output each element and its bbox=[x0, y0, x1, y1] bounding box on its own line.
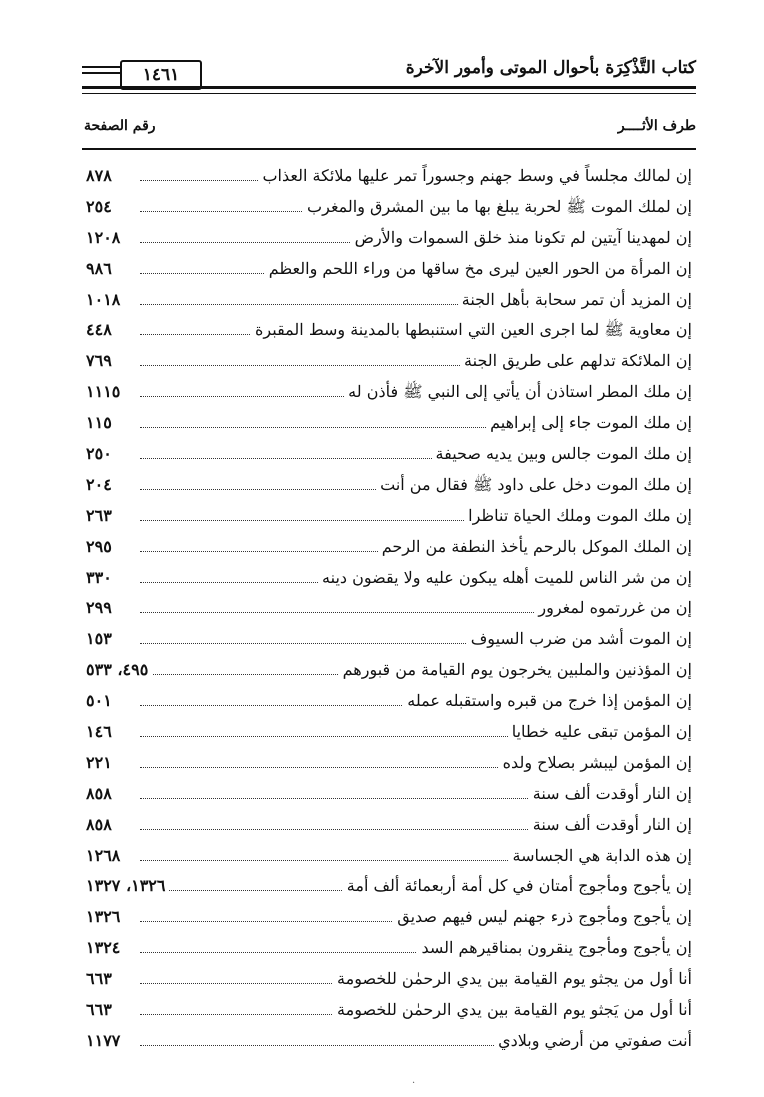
entry-text: إن معاوية ﷺ لما اجرى العين التي استنبطها بالمدينة وسط المقبرة bbox=[251, 320, 696, 343]
entry-text: إن ملك الموت دخل على داود ﷺ فقال من أنت bbox=[376, 475, 696, 498]
header-divider-thin bbox=[82, 93, 696, 94]
entry-page-number: ٢٩٩ bbox=[82, 598, 116, 617]
entry-text: إن الملائكة تدلهم على طريق الجنة bbox=[460, 351, 696, 370]
index-entry bbox=[82, 162, 696, 193]
index-entry bbox=[82, 811, 696, 842]
index-entry bbox=[82, 749, 696, 780]
column-heading-divider bbox=[82, 148, 696, 150]
entry-page-number: ١٠١٨ bbox=[82, 290, 124, 309]
entry-page-number: ٢٥٤ bbox=[82, 197, 116, 216]
index-entry bbox=[82, 625, 696, 656]
entry-text: إن الملك الموكل بالرحم يأخذ النطفة من الرحم bbox=[378, 537, 696, 556]
entry-text: إن الموت أشد من ضرب السيوف bbox=[467, 629, 696, 648]
entry-text: إن النار أوقدت ألف سنة bbox=[529, 784, 696, 803]
entry-text: إن المؤذنين والملبين يخرجون يوم القيامة من قبورهم bbox=[339, 660, 696, 679]
header-divider-thick bbox=[82, 86, 696, 89]
index-entry bbox=[82, 502, 696, 533]
entry-text: إن ملك الموت جالس وبين يديه صحيفة bbox=[432, 444, 696, 463]
entry-text: إن هذه الدابة هي الجساسة bbox=[508, 846, 696, 865]
column-heading-athar: طرف الأثــــر bbox=[617, 118, 696, 134]
index-entry bbox=[82, 533, 696, 564]
entry-page-number: ٢٩٥ bbox=[82, 537, 116, 556]
entry-text: أنا أول من يجثو يوم القيامة بين يدي الرحمٰن للخصومة bbox=[333, 969, 696, 988]
entry-text: إن المزيد أن تمر سحابة بأهل الجنة bbox=[458, 290, 696, 309]
entry-page-number: ٢٦٣ bbox=[82, 506, 116, 525]
index-entry bbox=[82, 378, 696, 409]
index-entry bbox=[82, 471, 696, 502]
header-ornament-line bbox=[82, 72, 122, 74]
index-entry bbox=[82, 594, 696, 625]
index-entry bbox=[82, 1027, 696, 1058]
page-number: ١٤٦١ bbox=[120, 60, 202, 90]
entry-page-number: ٢٢١ bbox=[82, 753, 116, 772]
entry-page-number: ٦٦٣ bbox=[82, 1000, 116, 1019]
index-entry bbox=[82, 440, 696, 471]
entry-page-number: ١١٥ bbox=[82, 413, 116, 432]
entry-text: إن المؤمن ليبشر بصلاح ولده bbox=[499, 753, 696, 772]
index-entry bbox=[82, 224, 696, 255]
entry-page-number: ٩٨٦ bbox=[82, 259, 116, 278]
entry-page-number: ١٢٦٨ bbox=[82, 846, 124, 865]
index-entry bbox=[82, 996, 696, 1027]
entry-page-number: ١٣٢٤ bbox=[82, 938, 124, 957]
index-entry bbox=[82, 780, 696, 811]
header-ornament-line bbox=[82, 66, 122, 68]
entry-page-number: ٤٩٥، ٥٣٣ bbox=[82, 660, 152, 679]
footer-mark: · bbox=[412, 1078, 416, 1089]
index-entry bbox=[82, 903, 696, 934]
entry-page-number: ١١٧٧ bbox=[82, 1031, 124, 1050]
entry-text: إن يأجوج ومأجوج ذرء جهنم ليس فيهم صديق bbox=[393, 907, 696, 926]
index-list bbox=[82, 162, 696, 1058]
index-entry bbox=[82, 286, 696, 317]
index-entry bbox=[82, 564, 696, 595]
entry-page-number: ٣٣٠ bbox=[82, 568, 116, 587]
entry-page-number: ٢٥٠ bbox=[82, 444, 116, 463]
entry-text: إن المؤمن تبقى عليه خطايا bbox=[508, 722, 696, 741]
entry-page-number: ٢٠٤ bbox=[82, 475, 116, 494]
entry-page-number: ١٣٢٦ bbox=[82, 907, 124, 926]
entry-text: إن المرأة من الحور العين ليرى مخ ساقها من وراء اللحم والعظم bbox=[265, 259, 696, 278]
entry-text: إن يأجوج ومأجوج أمتان في كل أمة أربعمائة ألف أمة bbox=[343, 876, 696, 895]
entry-text: إن من شر الناس للميت أهله يبكون عليه ولا يقضون دينه bbox=[318, 568, 696, 587]
column-heading-page: رقم الصفحة bbox=[84, 118, 156, 134]
entry-text: إن من غررتموه لمغرور bbox=[534, 598, 696, 617]
index-entry bbox=[82, 255, 696, 286]
entry-page-number: ١٥٣ bbox=[82, 629, 116, 648]
entry-page-number: ٨٧٨ bbox=[82, 166, 116, 185]
entry-text: أنت صفوتي من أرضي وبلادي bbox=[494, 1031, 696, 1050]
entry-page-number: ٤٤٨ bbox=[82, 320, 116, 339]
index-entry bbox=[82, 718, 696, 749]
entry-text: إن لمهدينا آيتين لم تكونا منذ خلق السموات والأرض bbox=[351, 228, 696, 247]
entry-text: إن ملك الموت وملك الحياة تناظرا bbox=[464, 506, 696, 525]
index-entry bbox=[82, 656, 696, 687]
index-entry bbox=[82, 687, 696, 718]
entry-text: إن ملك المطر استاذن أن يأتي إلى النبي ﷺ فأذن له bbox=[344, 382, 696, 405]
entry-text: أنا أول من يَجثو يوم القيامة بين يدي الرحمٰن للخصومة bbox=[333, 1000, 696, 1019]
entry-text: إن لملك الموت ﷺ لحربة يبلغ بها ما بين المشرق والمغرب bbox=[303, 197, 696, 220]
entry-page-number: ٧٦٩ bbox=[82, 351, 116, 370]
index-entry bbox=[82, 193, 696, 224]
entry-page-number: ١٤٦ bbox=[82, 722, 116, 741]
entry-text: إن المؤمن إذا خرج من قبره واستقبله عمله bbox=[403, 691, 696, 710]
entry-page-number: ٦٦٣ bbox=[82, 969, 116, 988]
entry-page-number: ١٣٢٦، ١٣٢٧ bbox=[82, 876, 169, 895]
index-entry bbox=[82, 316, 696, 347]
book-title: كتاب التَّذْكِرَة بأحوال الموتى وأمور الآخرة bbox=[405, 58, 696, 78]
entry-page-number: ٥٠١ bbox=[82, 691, 116, 710]
entry-text: إن لمالك مجلساً في وسط جهنم وجسوراً تمر عليها ملائكة العذاب bbox=[258, 166, 696, 185]
index-entry bbox=[82, 965, 696, 996]
index-entry bbox=[82, 347, 696, 378]
entry-page-number: ٨٥٨ bbox=[82, 784, 116, 803]
entry-text: إن ملك الموت جاء إلى إبراهيم bbox=[486, 413, 696, 432]
entry-page-number: ١٢٠٨ bbox=[82, 228, 124, 247]
page-header bbox=[82, 54, 696, 98]
index-entry bbox=[82, 934, 696, 965]
entry-page-number: ٨٥٨ bbox=[82, 815, 116, 834]
index-entry bbox=[82, 842, 696, 873]
entry-page-number: ١١١٥ bbox=[82, 382, 124, 401]
entry-text: إن النار أوقدت ألف سنة bbox=[529, 815, 696, 834]
index-entry bbox=[82, 872, 696, 903]
index-entry bbox=[82, 409, 696, 440]
entry-text: إن يأجوج ومأجوج ينقرون بمناقيرهم السد bbox=[417, 938, 696, 957]
